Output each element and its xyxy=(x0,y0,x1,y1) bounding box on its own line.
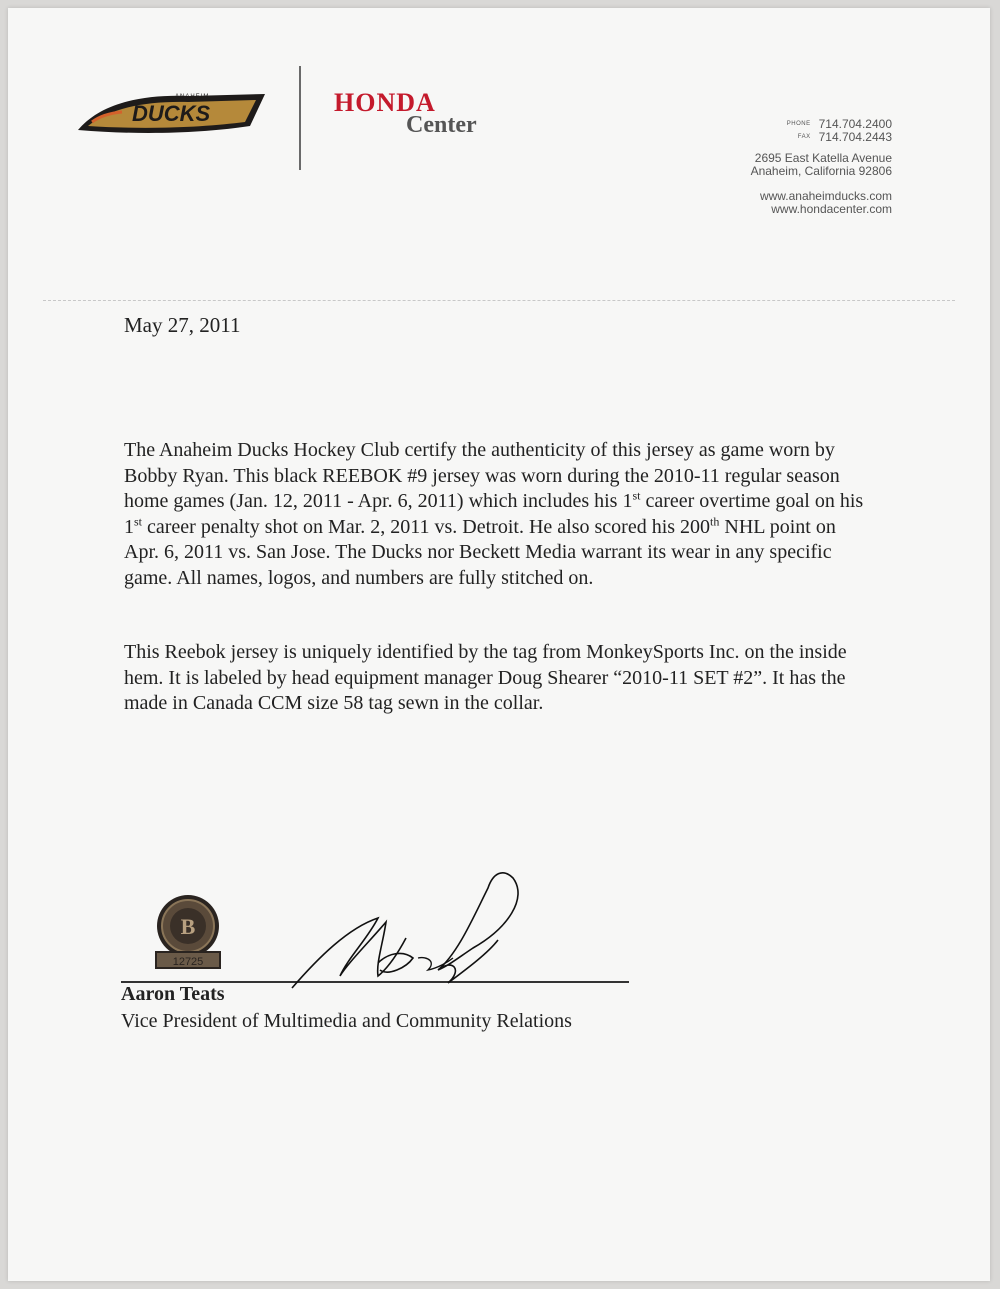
para1-part2: career overtime goal on his 1 xyxy=(124,490,864,538)
city-state: Anaheim, California 92806 xyxy=(750,164,892,178)
phone-number: 714.704.2400 xyxy=(818,117,892,131)
header-divider xyxy=(43,300,955,301)
honda-center-word: Center xyxy=(406,112,477,138)
website-ducks: www.anaheimducks.com xyxy=(759,189,892,203)
website-honda-center: www.hondacenter.com xyxy=(771,202,892,216)
svg-text:ANAHEIM: ANAHEIM xyxy=(175,94,210,100)
signer-title: Vice President of Multimedia and Community Relations xyxy=(121,1010,572,1032)
phone-label: PHONE xyxy=(786,121,811,128)
sup-st-2: st xyxy=(134,514,143,529)
svg-text:DUCKS: DUCKS xyxy=(132,101,211,126)
svg-text:B: B xyxy=(180,914,196,939)
logo-divider xyxy=(299,66,301,170)
sup-th: th xyxy=(710,514,720,529)
svg-text:12725: 12725 xyxy=(172,956,204,968)
body-paragraph-1 xyxy=(124,438,864,592)
beckett-seal-icon xyxy=(152,892,224,974)
sup-st-1: st xyxy=(632,488,641,503)
letter-date: May 27, 2011 xyxy=(124,313,241,337)
body-paragraph-2: This Reebok jersey is uniquely identified by the tag from MonkeySports Inc. on the inside hem. It is labeled by head equipment manager Doug Shearer “2010-11 SET #2”. It has the made in Canada CCM size 58 tag sewn in the collar. xyxy=(124,641,847,715)
fax-line xyxy=(798,131,892,144)
street-address: 2695 East Katella Avenue xyxy=(754,151,892,165)
fax-number: 714.704.2443 xyxy=(818,130,892,144)
signer-name: Aaron Teats xyxy=(121,983,225,1005)
handwritten-signature xyxy=(288,858,548,998)
para1-part1: The Anaheim Ducks Hockey Club certify the authenticity of this jersey as game worn by Bobby Ryan. This black REEBOK #9 jersey was worn during the 2010-11 regular season home games (Jan. 12, 2011 - Apr. 6, 2011) which includes his 1 xyxy=(124,439,840,513)
honda-brand: HONDA xyxy=(334,88,436,117)
letter-page xyxy=(8,8,990,1281)
anaheim-ducks-logo xyxy=(70,86,270,141)
para1-part4: NHL point on Apr. 6, 2011 vs. San Jose. The Ducks nor Beckett Media warrant its wear in any specific game. All names, logos, and numbers are fully stitched on. xyxy=(124,515,836,589)
fax-label: FAX xyxy=(797,134,811,141)
para1-part3: career penalty shot on Mar. 2, 2011 vs. Detroit. He also scored his 200 xyxy=(142,515,711,538)
